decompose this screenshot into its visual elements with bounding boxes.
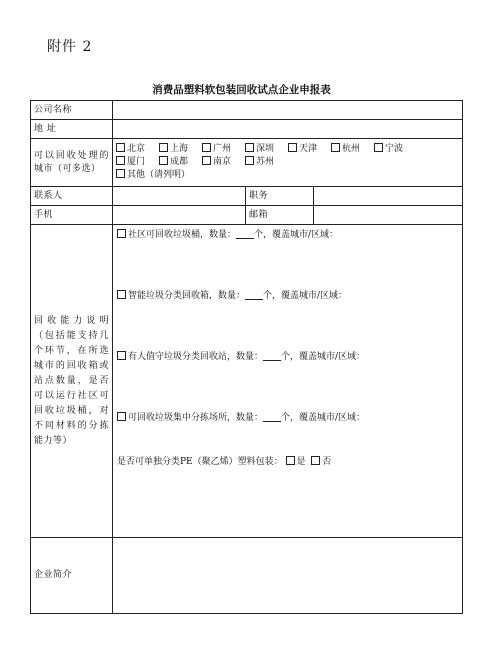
capability-text: 社区可回收垃圾桶，数量：	[128, 230, 237, 240]
capability-text: 个，覆盖城市/区域：	[263, 291, 348, 301]
pe-question-text: 是否可单独分类PE（聚乙烯）塑料包装：	[117, 457, 283, 467]
phone-label: 手机	[31, 206, 113, 225]
checkbox-icon[interactable]	[331, 143, 340, 152]
checkbox-icon[interactable]	[245, 156, 254, 165]
phone-field[interactable]	[113, 206, 246, 225]
email-field[interactable]	[314, 206, 463, 225]
city-label: 南京	[213, 157, 232, 167]
checkbox-icon[interactable]	[117, 229, 126, 238]
checkbox-icon[interactable]	[117, 412, 126, 421]
checkbox-icon[interactable]	[117, 351, 126, 360]
checkbox-icon[interactable]	[202, 156, 211, 165]
contact-label: 联系人	[31, 187, 113, 206]
address-field[interactable]	[113, 120, 463, 139]
city-option[interactable]	[159, 143, 202, 156]
checkbox-icon[interactable]	[311, 456, 320, 465]
city-option[interactable]	[374, 143, 417, 156]
capability-item-community-bins	[117, 229, 338, 242]
form-title: 消费品塑料软包装回收试点企业申报表	[152, 84, 331, 96]
attachment-label: 附件 2	[47, 39, 93, 55]
cities-field	[113, 139, 463, 187]
city-label: 宁波	[385, 144, 404, 154]
checkbox-icon[interactable]	[374, 143, 383, 152]
pe-separation-question	[117, 456, 331, 469]
city-option[interactable]	[331, 143, 374, 156]
city-option[interactable]	[202, 156, 245, 169]
city-option[interactable]	[202, 143, 245, 156]
city-label: 北京	[127, 144, 146, 154]
checkbox-icon[interactable]	[116, 169, 125, 178]
city-option[interactable]	[245, 156, 288, 169]
city-label: 广州	[213, 144, 232, 154]
city-other-label: 其他（请列明）	[127, 170, 191, 180]
checkbox-icon[interactable]	[116, 156, 125, 165]
checkbox-icon[interactable]	[245, 143, 254, 152]
checkbox-icon[interactable]	[116, 143, 125, 152]
checkbox-icon[interactable]	[159, 143, 168, 152]
city-label: 成都	[170, 157, 189, 167]
capability-item-sorting-sites	[117, 412, 365, 425]
city-option[interactable]	[288, 143, 331, 156]
city-option[interactable]	[116, 143, 159, 156]
city-label: 深圳	[256, 144, 275, 154]
city-checkbox-group	[116, 143, 459, 169]
cities-label: 可以回收处理的城市（可多选）	[31, 139, 113, 187]
checkbox-icon[interactable]	[286, 456, 295, 465]
checkbox-icon[interactable]	[117, 290, 126, 299]
application-form-table	[30, 100, 463, 614]
checkbox-icon[interactable]	[288, 143, 297, 152]
capability-text: 可回收垃圾集中分拣场所，数量：	[128, 413, 264, 423]
checkbox-icon[interactable]	[159, 156, 168, 165]
email-label: 邮箱	[246, 206, 314, 225]
no-label: 否	[322, 457, 332, 467]
quantity-blank[interactable]	[245, 290, 263, 300]
city-label: 上海	[170, 144, 189, 154]
company-intro-field[interactable]	[113, 538, 463, 614]
city-option[interactable]	[159, 156, 202, 169]
city-label: 苏州	[256, 157, 275, 167]
capability-label: 回收能力说明（包括能支持几个环节，在所选城市的回收箱或站点数量，是否可以运行社区可回收垃圾桶，对不同材料的分拣能力等）	[31, 225, 113, 538]
checkbox-icon[interactable]	[202, 143, 211, 152]
capability-text: 个，覆盖城市/区域：	[281, 413, 366, 423]
city-label: 天津	[299, 144, 318, 154]
quantity-blank[interactable]	[263, 412, 281, 422]
capability-text: 有人值守垃圾分类回收站，数量：	[128, 352, 264, 362]
capability-field	[113, 225, 463, 538]
city-option-other[interactable]	[116, 169, 459, 182]
quantity-blank[interactable]	[263, 351, 281, 361]
position-label: 职务	[246, 187, 314, 206]
city-label: 杭州	[342, 144, 361, 154]
position-field[interactable]	[314, 187, 463, 206]
address-label: 地 址	[31, 120, 113, 139]
quantity-blank[interactable]	[236, 229, 254, 239]
capability-text: 个，覆盖城市/区域：	[281, 352, 366, 362]
yes-label: 是	[296, 457, 306, 467]
contact-field[interactable]	[113, 187, 246, 206]
capability-text: 智能垃圾分类回收箱，数量：	[128, 291, 246, 301]
city-option[interactable]	[116, 156, 159, 169]
company-name-label: 公司名称	[31, 101, 113, 120]
company-name-field[interactable]	[113, 101, 463, 120]
capability-item-staffed-stations	[117, 351, 365, 364]
capability-text: 个，覆盖城市/区域：	[254, 230, 339, 240]
company-intro-label: 企业简介	[31, 538, 113, 614]
capability-item-smart-boxes	[117, 290, 347, 303]
city-option[interactable]	[245, 143, 288, 156]
city-label: 厦门	[127, 157, 146, 167]
